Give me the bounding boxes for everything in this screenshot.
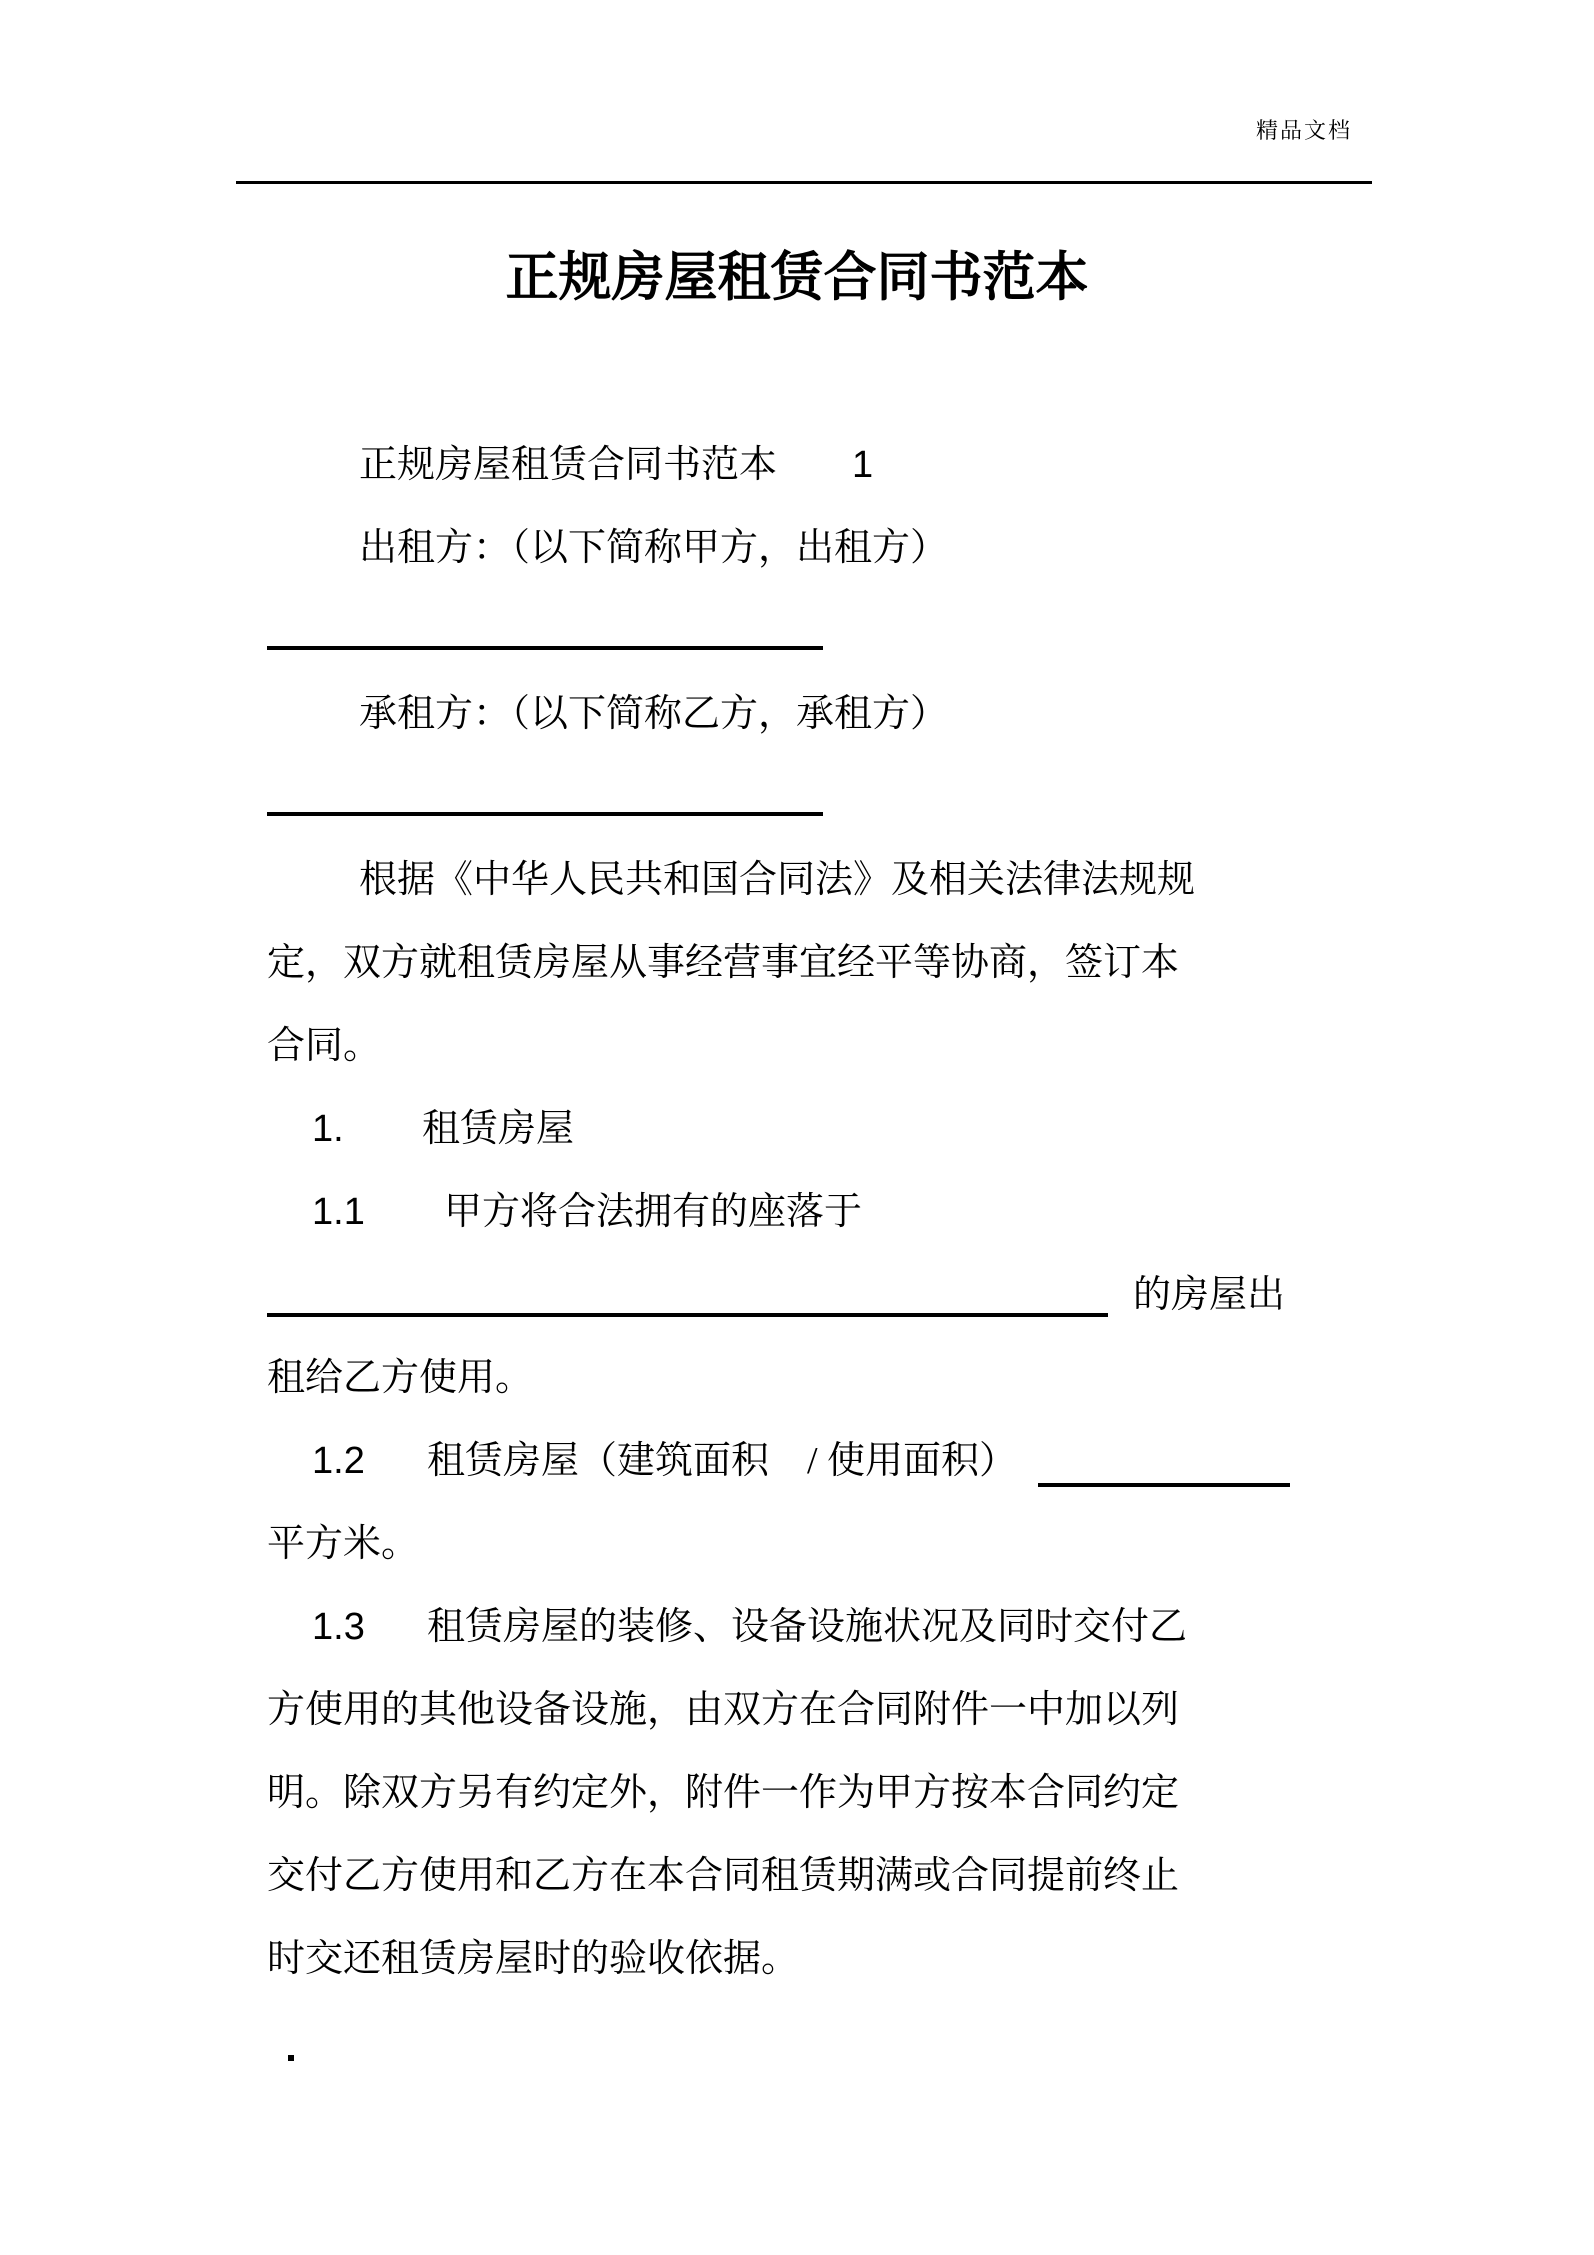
preamble-text-2: 定，双方就租赁房屋从事经营事宜经平等协商，签订本 [267,942,1180,984]
clause-1-1-continuation-line [267,1337,1397,1420]
clause-1-3-text-2: 方使用的其他设备设施，由双方在合同附件一中加以列 [267,1689,1180,1731]
lessor-text: 出租方：（以下简称甲方，出租方） [359,527,949,569]
document-body [267,424,1397,2001]
section-1-heading: 租赁房屋 [422,1108,575,1150]
lessor-line [267,507,1397,590]
clause-1-2-continuation-line [267,1503,1397,1586]
clause-1-3-text-4: 交付乙方使用和乙方在本合同租赁期满或合同提前终止 [267,1855,1180,1897]
preamble-text-3: 合同。 [267,1025,382,1067]
lessor-fill-in-blank [267,646,823,650]
preamble-line-1 [267,839,1397,922]
preamble-text-1: 根据《中华人民共和国合同法》及相关法律法规规 [359,859,1196,901]
lessee-text: 承租方：（以下简称乙方，承租方） [359,693,949,735]
clause-1-3-text-1: 租赁房屋的装修、设备设施状况及同时交付乙 [427,1606,1188,1648]
clause-1-2-text: 租赁房屋（建筑面积 / 使用面积） [427,1440,1018,1482]
clause-1-1-line [267,1171,1397,1254]
area-fill-in-blank [1038,1483,1290,1487]
clause-1-3-line-3 [267,1752,1397,1835]
clause-1-3-line-4 [267,1835,1397,1918]
clause-1-2-line [267,1420,1397,1503]
corner-label: 精品文档 [1256,118,1353,143]
lessee-fill-in-blank [267,812,823,816]
toc-page-number: 1 [852,444,874,486]
toc-line [267,424,1397,507]
clause-1-3-line-1 [267,1586,1397,1669]
clause-1-1-number: 1.1 [312,1191,365,1233]
preamble-line-3 [267,1005,1397,1088]
toc-entry: 正规房屋租赁合同书范本 [359,444,778,486]
clause-1-3-text-3: 明。除双方另有约定外，附件一作为甲方按本合同约定 [267,1772,1180,1814]
clause-1-3-number: 1.3 [312,1606,365,1648]
lessee-line [267,673,1397,756]
clause-1-3-line-2 [267,1669,1397,1752]
clause-1-1-text: 甲方将合法拥有的座落于 [444,1191,863,1233]
stray-period-mark [288,2055,294,2061]
address-fill-in-blank [267,1313,1108,1317]
header-rule [236,181,1372,184]
lessor-blank-line [267,590,1397,673]
clause-1-3-line-5 [267,1918,1397,2001]
clause-1-1-blank-line [267,1254,1397,1337]
clause-1-1-continuation: 租给乙方使用。 [267,1357,534,1399]
document-title: 正规房屋租赁合同书范本 [505,249,1089,307]
lessee-blank-line [267,756,1397,839]
section-1-number: 1. [312,1108,344,1150]
section-1-heading-line [267,1088,1397,1171]
preamble-line-2 [267,922,1397,1005]
clause-1-2-continuation: 平方米。 [267,1523,420,1565]
clause-1-1-after-blank: 的房屋出 [1133,1274,1286,1316]
clause-1-3-text-5: 时交还租赁房屋时的验收依据。 [267,1938,800,1980]
clause-1-2-number: 1.2 [312,1440,365,1482]
